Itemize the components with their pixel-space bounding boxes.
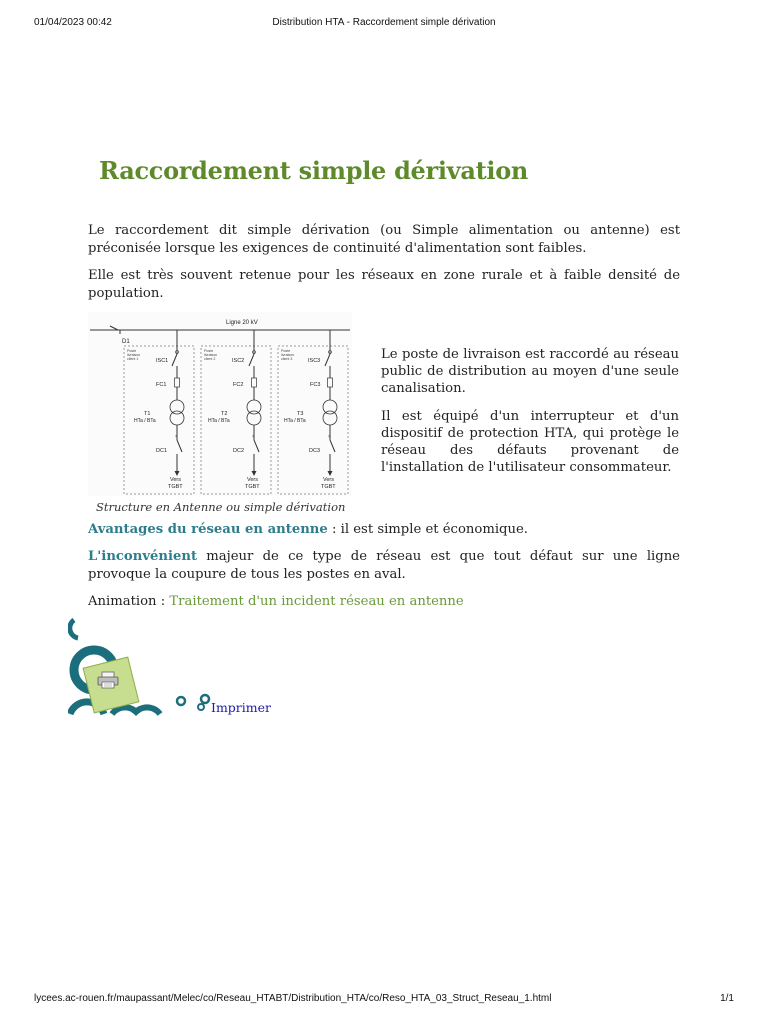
svg-text:HTa / BTa: HTa / BTa <box>208 418 230 424</box>
svg-text:DC1: DC1 <box>156 448 168 454</box>
disadvantage-text: majeur de ce type de réseau est que tout défaut sur une ligne provoque la coupure de tous les postes en aval. <box>88 549 680 582</box>
animation-line <box>88 593 680 611</box>
svg-text:T1: T1 <box>144 411 151 417</box>
svg-text:livraison: livraison <box>204 353 218 357</box>
print-page-count: 1/1 <box>720 993 734 1004</box>
print-link[interactable]: Imprimer <box>211 700 271 715</box>
printer-icon[interactable] <box>97 671 119 689</box>
svg-text:ISC3: ISC3 <box>308 358 321 364</box>
disadvantage-label: L'inconvénient <box>88 549 198 564</box>
svg-text:FC2: FC2 <box>233 382 244 388</box>
advantages-line <box>88 521 680 539</box>
svg-text:Vers: Vers <box>323 477 335 483</box>
svg-text:×: × <box>175 434 178 440</box>
intro-paragraph-1: Le raccordement dit simple dérivation (ou Simple alimentation ou antenne) est préconisée lorsque les exigences de continuité d'alimentation sont faibles. <box>88 223 680 256</box>
svg-text:HTa / BTa: HTa / BTa <box>284 418 306 424</box>
svg-text:Poste: Poste <box>204 349 214 353</box>
figure-caption: Structure en Antenne ou simple dérivation <box>96 500 346 514</box>
svg-text:DC3: DC3 <box>309 448 321 454</box>
print-page-title: Distribution HTA - Raccordement simple dérivation <box>272 17 496 28</box>
svg-text:T2: T2 <box>221 411 228 417</box>
advantages-text: : il est simple et économique. <box>327 522 528 537</box>
svg-text:ISC1: ISC1 <box>156 358 169 364</box>
svg-text:client 3: client 3 <box>281 357 293 361</box>
side-paragraph-1: Le poste de livraison est raccordé au réseau public de distribution au moyen d'une seule canalisation. <box>381 347 679 396</box>
svg-text:TGBT: TGBT <box>321 484 336 490</box>
advantages-label: Avantages du réseau en antenne <box>88 522 328 537</box>
animation-link[interactable]: Traitement d'un incident réseau en antenne <box>169 594 464 609</box>
svg-text:Vers: Vers <box>247 477 259 483</box>
print-datetime: 01/04/2023 00:42 <box>34 17 112 28</box>
page-title: Raccordement simple dérivation <box>99 156 529 185</box>
print-url: lycees.ac-rouen.fr/maupassant/Melec/co/Reseau_HTABT/Distribution_HTA/co/Reso_HTA_03_Struct_Reseau_1.html <box>34 993 552 1004</box>
svg-text:TGBT: TGBT <box>245 484 260 490</box>
svg-text:TGBT: TGBT <box>168 484 183 490</box>
side-paragraph-2: Il est équipé d'un interrupteur et d'un dispositif de protection HTA, qui protège le réseau des défauts provenant de l'installation de l'utilisateur consommateur. <box>381 409 679 475</box>
breaker-d1-label: D1 <box>122 339 130 345</box>
svg-text:livraison: livraison <box>281 353 295 357</box>
svg-text:client 1: client 1 <box>127 357 139 361</box>
line-20kv-label: Ligne 20 kV <box>226 320 258 326</box>
svg-text:Vers: Vers <box>170 477 182 483</box>
svg-text:Poste: Poste <box>281 349 291 353</box>
svg-text:livraison: livraison <box>127 353 141 357</box>
intro-paragraph-2: Elle est très souvent retenue pour les réseaux en zone rurale et à faible densité de population. <box>88 268 680 301</box>
svg-text:×: × <box>328 434 331 440</box>
svg-text:FC3: FC3 <box>310 382 321 388</box>
svg-text:FC1: FC1 <box>156 382 167 388</box>
svg-text:×: × <box>252 434 255 440</box>
disadvantage-line <box>88 548 680 584</box>
print-decoration <box>68 618 218 718</box>
svg-text:HTa / BTa: HTa / BTa <box>134 418 156 424</box>
animation-label: Animation : <box>88 594 170 609</box>
svg-text:ISC2: ISC2 <box>232 358 245 364</box>
svg-text:DC2: DC2 <box>233 448 245 454</box>
svg-text:client 2: client 2 <box>204 357 216 361</box>
svg-text:Poste: Poste <box>127 349 137 353</box>
svg-text:T3: T3 <box>297 411 304 417</box>
antenna-structure-diagram <box>88 312 352 496</box>
